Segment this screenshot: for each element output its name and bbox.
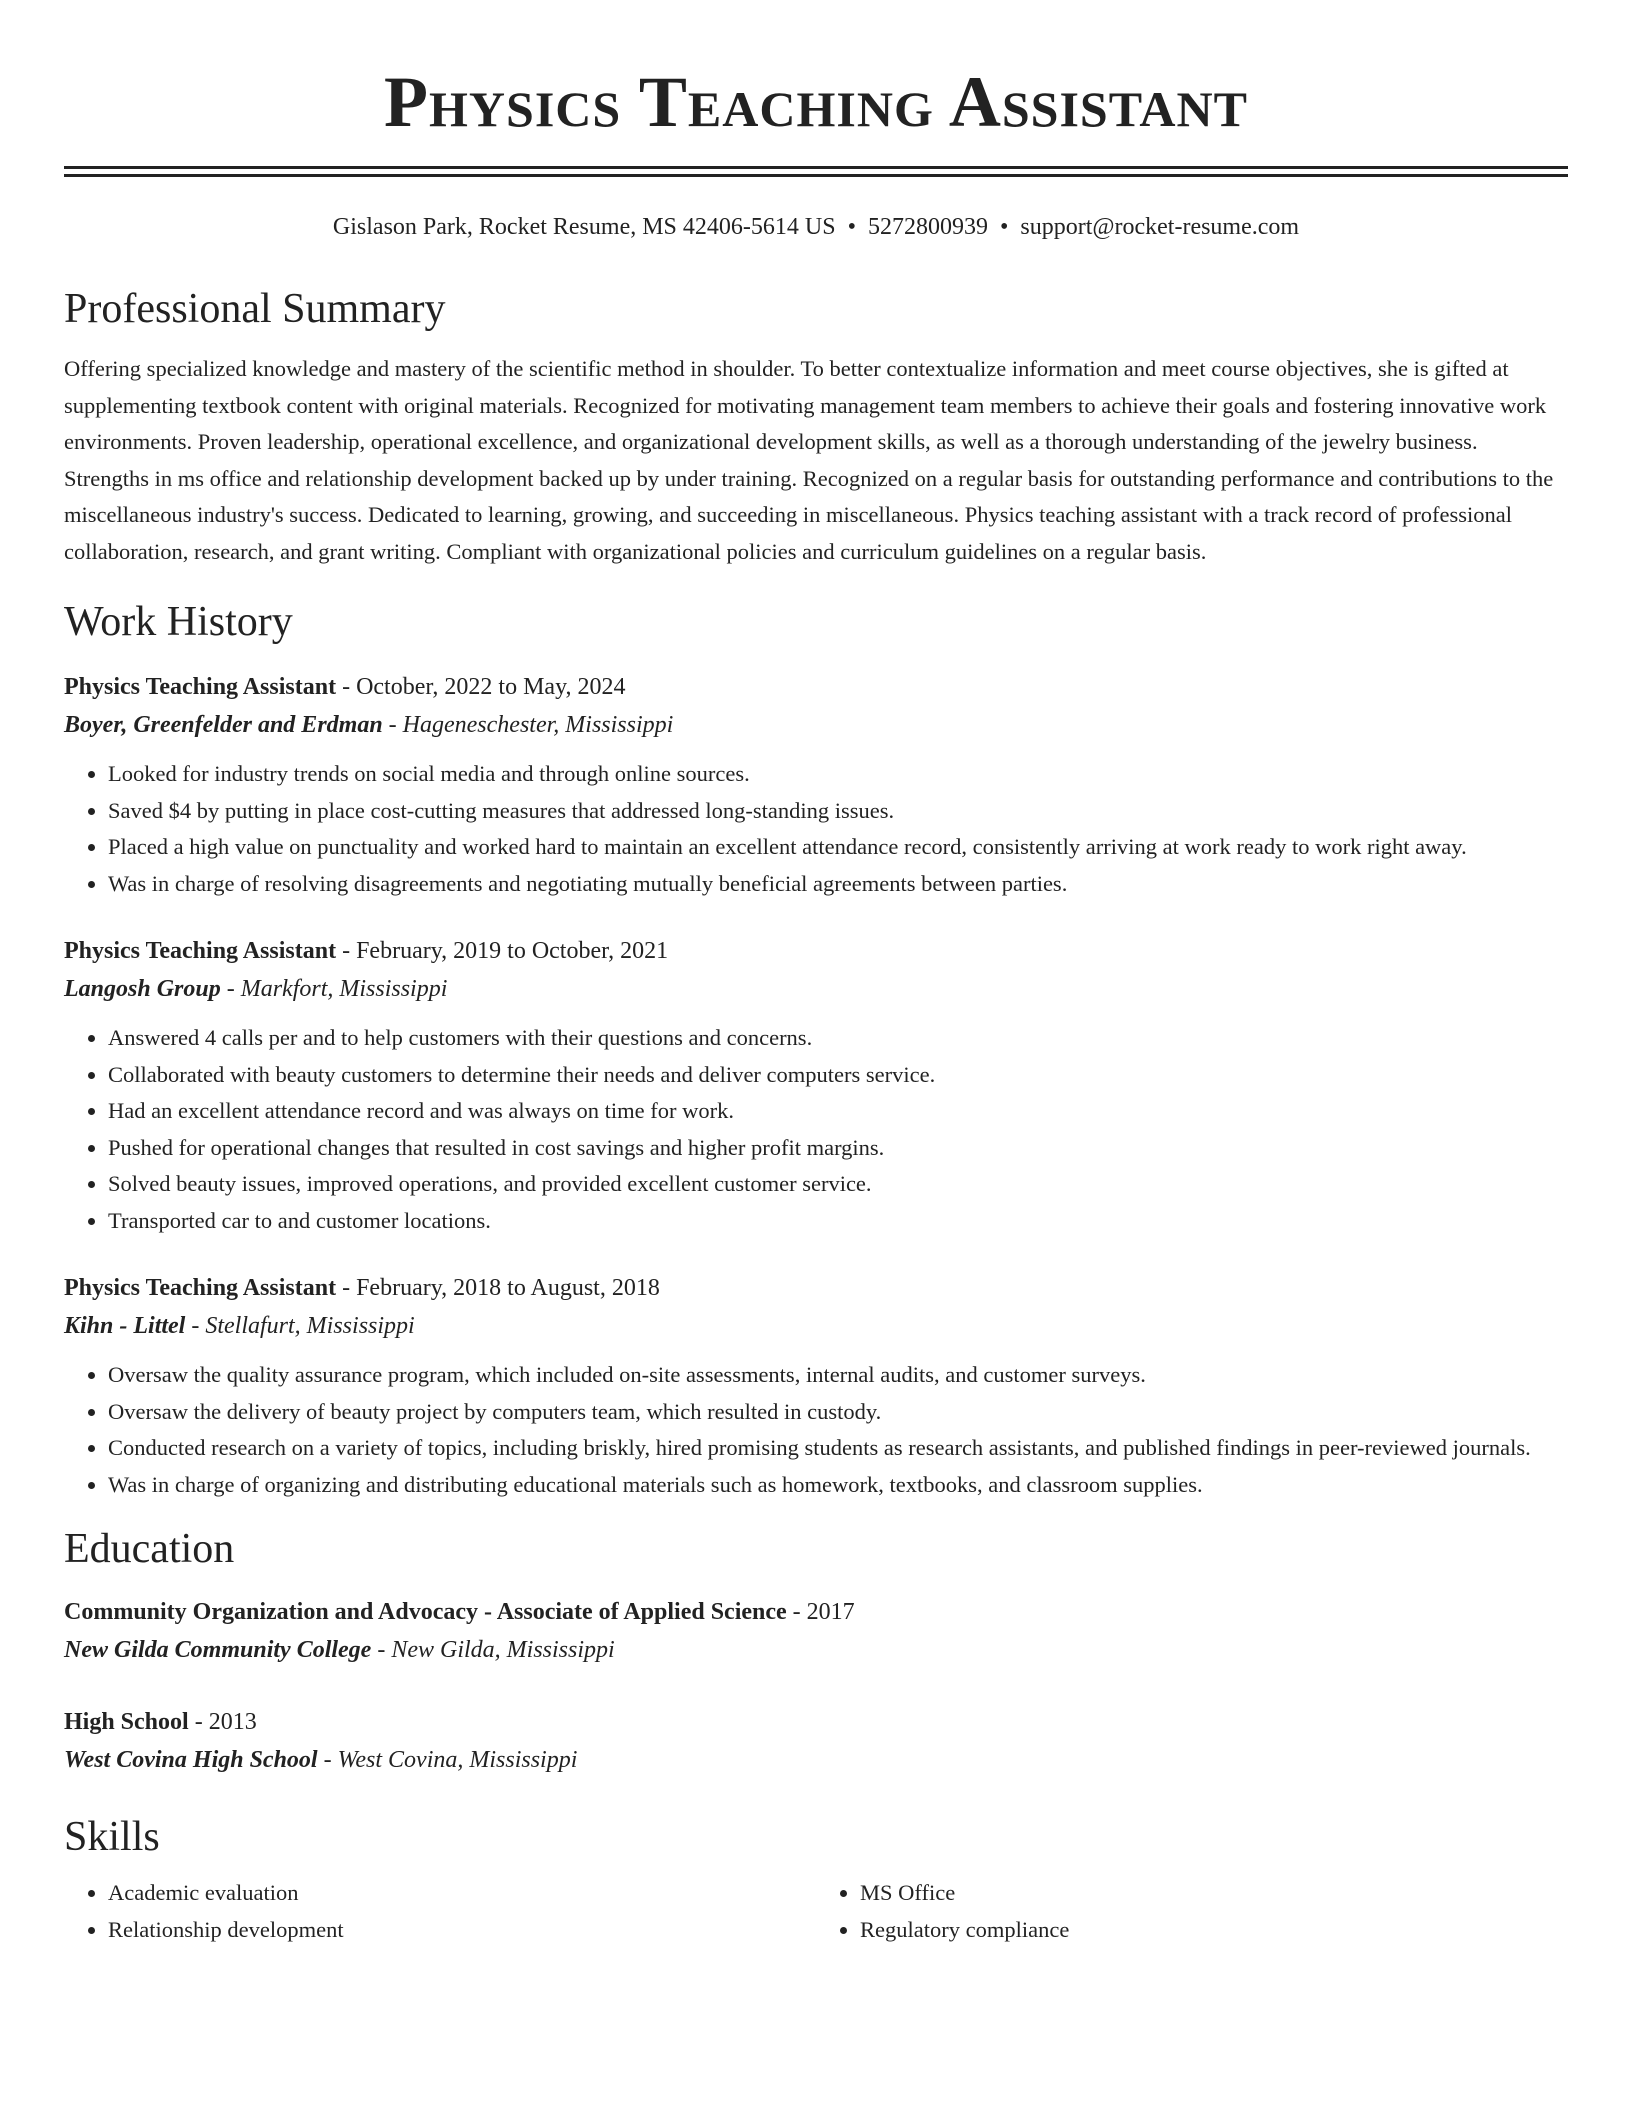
job-bullets (64, 1357, 1568, 1503)
school-location: - New Gilda, Mississippi (371, 1637, 615, 1663)
employer-name: Langosh Group (64, 976, 221, 1002)
graduation-year: - 2017 (786, 1599, 855, 1625)
list-item: • Oversaw the delivery of beauty project by computers team, which resulted in custody. (108, 1394, 1568, 1431)
degree-line (64, 1703, 1568, 1741)
school-name: West Covina High School (64, 1747, 318, 1773)
job-title: Physics Teaching Assistant (64, 674, 337, 700)
list-item: • Had an excellent attendance record and was always on time for work. (108, 1093, 1568, 1130)
job-bullets (64, 1020, 1568, 1239)
school-line (64, 1741, 1568, 1779)
contact-phone: 5272800939 (867, 214, 988, 240)
job-title-line (64, 668, 1568, 706)
employer-name: Boyer, Greenfelder and Erdman (64, 712, 383, 738)
job-dates: - October, 2022 to May, 2024 (336, 674, 626, 700)
employer-location: - Stellafurt, Mississippi (185, 1313, 415, 1339)
summary-text: Offering specialized knowledge and mastery of the scientific method in shoulder. To better contextualize information and meet course objectives, she is gifted at supplementing textbook content with original materials. Recognized for motivating management team members to achieve their goals and fostering innovative work environments. Proven leadership, operational excellence, and organizational development skills, as well as a thorough understanding of the jewelry business. Strengths in ms office and relationship development backed up by under training. Recognized on a regular basis for outstanding performance and contributions to the miscellaneous industry's success. Dedicated to learning, growing, and succeeding in miscellaneous. Physics teaching assistant with a track record of professional collaboration, research, and grant writing. Compliant with organizational policies and curriculum guidelines on a regular basis. (64, 356, 1554, 564)
employer-location: - Markfort, Mississippi (220, 976, 448, 1002)
degree-name: High School (64, 1709, 189, 1735)
job-entry (64, 668, 1568, 902)
list-item: • Collaborated with beauty customers to determine their needs and deliver computers service. (108, 1057, 1568, 1094)
skills-column-right (816, 1875, 1568, 1948)
job-title: Physics Teaching Assistant (64, 938, 337, 964)
list-item: • Oversaw the quality assurance program, which included on-site assessments, internal audits, and customer surveys. (108, 1357, 1568, 1394)
summary-heading: Professional Summary (64, 286, 446, 332)
skill-item: • MS Office (860, 1875, 1568, 1912)
job-bullets (64, 756, 1568, 902)
work-history-heading: Work History (64, 599, 293, 645)
school-location: - West Covina, Mississippi (317, 1747, 578, 1773)
employer-name: Kihn - Littel (64, 1313, 186, 1339)
skill-item: • Regulatory compliance (860, 1912, 1568, 1949)
employer-location: - Hageneschester, Mississippi (382, 712, 674, 738)
skill-item: • Relationship development (108, 1912, 816, 1949)
job-entry (64, 1269, 1568, 1503)
resume-title: Physics Teaching Assistant (384, 62, 1248, 142)
education-entry (64, 1593, 1568, 1669)
job-title: Physics Teaching Assistant (64, 1275, 337, 1301)
skills-column-left (64, 1875, 816, 1948)
skill-item: • Academic evaluation (108, 1875, 816, 1912)
list-item: • Pushed for operational changes that resulted in cost savings and higher profit margins. (108, 1130, 1568, 1167)
job-title-line (64, 932, 1568, 970)
list-item: • Was in charge of organizing and distributing educational materials such as homework, textbooks, and classroom supplies. (108, 1467, 1568, 1504)
contact-email: support@rocket-resume.com (1020, 214, 1300, 240)
school-name: New Gilda Community College (64, 1637, 372, 1663)
contact-separator: • (847, 214, 856, 240)
contact-line (64, 211, 1568, 243)
list-item: • Placed a high value on punctuality and worked hard to maintain an excellent attendance record, consistently arriving at work ready to work right away. (108, 829, 1568, 866)
degree-line (64, 1593, 1568, 1631)
employer-line (64, 970, 1568, 1008)
contact-address: Gislason Park, Rocket Resume, MS 42406-5614 US (332, 214, 836, 240)
contact-separator: • (999, 214, 1009, 240)
job-dates: - February, 2019 to October, 2021 (336, 938, 669, 964)
school-line (64, 1631, 1568, 1669)
title-divider (64, 166, 1568, 177)
education-heading: Education (64, 1526, 235, 1572)
list-item: • Transported car to and customer locations. (108, 1203, 1568, 1240)
job-entry (64, 932, 1568, 1239)
skills-list (64, 1875, 1568, 1948)
job-title-line (64, 1269, 1568, 1307)
graduation-year: - 2013 (188, 1709, 257, 1735)
job-dates: - February, 2018 to August, 2018 (336, 1275, 660, 1301)
list-item: • Answered 4 calls per and to help customers with their questions and concerns. (108, 1020, 1568, 1057)
list-item: • Looked for industry trends on social media and through online sources. (108, 756, 1568, 793)
list-item: • Saved $4 by putting in place cost-cutting measures that addressed long-standing issues. (108, 793, 1568, 830)
skills-heading: Skills (64, 1814, 160, 1860)
list-item: • Solved beauty issues, improved operations, and provided excellent customer service. (108, 1166, 1568, 1203)
education-entry (64, 1703, 1568, 1779)
list-item: • Was in charge of resolving disagreements and negotiating mutually beneficial agreements between parties. (108, 866, 1568, 903)
employer-line (64, 1307, 1568, 1345)
list-item: • Conducted research on a variety of topics, including briskly, hired promising students as research assistants, and published findings in peer-reviewed journals. (108, 1430, 1568, 1467)
degree-name: Community Organization and Advocacy - Associate of Applied Science (64, 1599, 787, 1625)
employer-line (64, 706, 1568, 744)
